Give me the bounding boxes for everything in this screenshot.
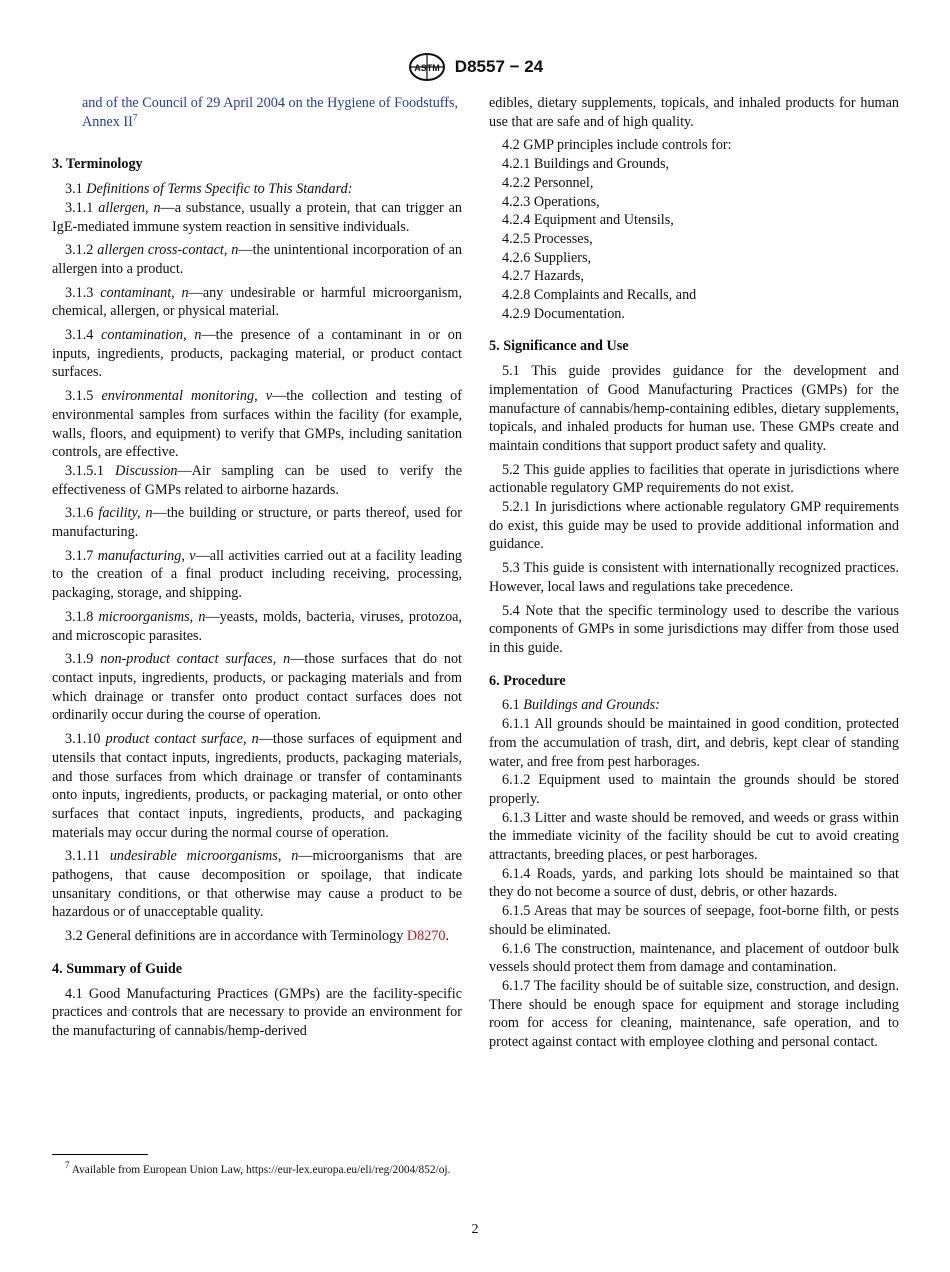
para-3-2: 3.2 General definitions are in accordance with Terminology D8270.	[65, 928, 450, 945]
para-3-1-2: 3.1.2 allergen cross-contact, n—the unintentional incorporation of an allergen into a product.	[52, 242, 463, 277]
list-item: 4.2.6 Suppliers,	[502, 249, 592, 266]
para-3-1-9: 3.1.9 non-product contact surfaces, n—those surfaces that do not contact inputs, ingredients, products, or packaging materials and from which drainage or transfer onto product contact surfaces does not ordinarily occur during the course of operation.	[52, 651, 462, 724]
gmp-controls-list	[489, 155, 899, 323]
d8270-link[interactable]: D8270	[406, 928, 446, 945]
para-5-1: 5.1 This guide provides guidance for the development and implementation of Good Manufacturing Practices (GMPs) for the manufacture of cannabis/hemp-containing edibles, dietary supplements, topicals, and inhaled products for human use. These GMPs create and maintain conditions that support product safety and quality.	[489, 363, 899, 454]
astm-logo-icon	[407, 52, 447, 82]
para-6-1-3: 6.1.3 Litter and waste should be removed, and weeds or grass within the immediate vicinity of the facility should be cut to avoid creating attractants, breeding places, or pest harborages.	[489, 809, 899, 864]
footnote-text: Available from European Union Law, https://eur-lex.europa.eu/eli/reg/2004/852/oj.	[69, 1164, 451, 1176]
para-3-1-10: 3.1.10 product contact surface, n—those surfaces of equipment and utensils that contact inputs, ingredients, products, packaging materials, and those surfaces from which drainage or transfer of contaminants onto inputs, ingredients, products, or packaging material, or onto other surfaces that contact inputs, ingredients, products, and packaging materials may occur during the normal course of operation.	[52, 731, 463, 841]
section-5-heading: 5. Significance and Use	[489, 338, 629, 355]
para-3-1-5: 3.1.5 environmental monitoring, v—the collection and testing of environmental samples from surfaces within the facility (for example, walls, floors, and equipment) to verify that GMPs, including sanitation controls, are effective.	[52, 388, 463, 461]
list-item: 4.2.9 Documentation.	[502, 305, 625, 322]
list-item: 4.2.4 Equipment and Utensils,	[502, 212, 674, 229]
para-3-1-4: 3.1.4 contamination, n—the presence of a contaminant in or on inputs, ingredients, products, packaging material, or product contact surfaces.	[52, 327, 462, 381]
list-item: 4.2.7 Hazards,	[502, 268, 584, 285]
left-column	[52, 94, 462, 1046]
document-designation: D8557 − 24	[454, 57, 544, 76]
para-3-1-11: 3.1.11 undesirable microorganisms, n—microorganisms that are pathogens, that cause decomposition or spoilage, that indicate unsanitary conditions, or that otherwise may cause a product to be hazardous or of unacceptable quality.	[52, 848, 462, 921]
section-3-heading: 3. Terminology	[52, 156, 143, 173]
page-number: 2	[471, 1222, 479, 1237]
reference-continuation	[52, 94, 462, 131]
para-3-1-1: 3.1.1 allergen, n—a substance, usually a protein, that can trigger an IgE-mediated immune system reaction in sensitive individuals.	[52, 199, 462, 235]
para-6-1-7: 6.1.7 The facility should be of suitable size, construction, and design. There should be enough space for equipment and storage including room for access for cleaning, maintenance, safe operation, and to protect against contact with employee clothing and personal contact.	[489, 977, 899, 1051]
para-5-3: 5.3 This guide is consistent with internationally recognized practices. However, local laws and regulations take precedence.	[489, 560, 899, 595]
list-item: 4.2.5 Processes,	[502, 230, 593, 247]
section-6-heading: 6. Procedure	[489, 672, 566, 689]
para-3-1-3: 3.1.3 contaminant, n—any undesirable or harmful microorganism, chemical, allergen, or physical material.	[52, 284, 462, 320]
list-item: 4.2.1 Buildings and Grounds,	[502, 156, 670, 173]
reference-link[interactable]: and of the Council of 29 April 2004 on the Hygiene of Foodstuffs, Annex $II^7$	[82, 95, 459, 130]
logo-text: ASTM	[414, 63, 440, 73]
para-3-1-8: 3.1.8 microorganisms, n—yeasts, molds, bacteria, viruses, protozoa, and microscopic parasites.	[52, 608, 463, 644]
para-5-2: 5.2 This guide applies to facilities that operate in jurisdictions where actionable regulatory GMP requirements do not exist.	[489, 461, 899, 497]
page-header	[0, 52, 950, 82]
para-3-1-6: 3.1.6 facility, n—the building or structure, or parts thereof, used for manufacturing.	[52, 505, 463, 541]
para-4-1-continued: edibles, dietary supplements, topicals, and inhaled products for human use that are safe and of high quality.	[489, 95, 899, 130]
para-5-2-1: 5.2.1 In jurisdictions where actionable regulatory GMP requirements do exist, this guide may be used to provide additional information and guidance.	[489, 499, 899, 553]
para-6-1-4: 6.1.4 Roads, yards, and parking lots should be maintained so that they do not become a source of dust, debris, or other hazards.	[489, 865, 899, 901]
footnote-divider	[52, 1154, 148, 1155]
footnote-marker: 7	[132, 111, 138, 122]
para-6-1: 6.1 Buildings and Grounds:	[502, 697, 660, 714]
right-column	[489, 94, 899, 1052]
para-3-1-7: 3.1.7 manufacturing, v—all activities carried out at a facility leading to the creation of a final product including receiving, processing, packaging, storage, and shipping.	[52, 547, 463, 602]
para-5-4: 5.4 Note that the specific terminology used to describe the various components of GMPs in some jurisdictions may differ from those used in this guide.	[489, 602, 899, 656]
para-3-1: 3.1 Definitions of Terms Specific to This Standard:	[65, 181, 353, 198]
list-item: 4.2.2 Personnel,	[502, 174, 594, 191]
footnote	[52, 1162, 462, 1178]
para-6-1-2: 6.1.2 Equipment used to maintain the grounds should be stored properly.	[489, 772, 899, 807]
section-4-heading: 4. Summary of Guide	[52, 960, 183, 977]
list-item: 4.2.3 Operations,	[502, 193, 600, 210]
para-6-1-1: 6.1.1 All grounds should be maintained in good condition, protected from the accumulation of trash, dirt, and debris, kept clear of standing water, and free from pest harborages.	[489, 716, 899, 770]
para-4-2: 4.2 GMP principles include controls for:	[502, 137, 732, 154]
para-3-1-5-1: 3.1.5.1 Discussion—Air sampling can be used to verify the effectiveness of GMPs related to airborne hazards.	[52, 462, 462, 498]
para-6-1-6: 6.1.6 The construction, maintenance, and placement of outdoor bulk vessels should protect them from damage and contamination.	[489, 940, 899, 976]
para-6-1-5: 6.1.5 Areas that may be sources of seepage, foot-borne filth, or pests should be eliminated.	[489, 903, 899, 938]
list-item: 4.2.8 Complaints and Recalls, and	[502, 287, 697, 304]
para-4-1: 4.1 Good Manufacturing Practices (GMPs) are the facility-specific practices and controls that are necessary to provide an environment for the manufacturing of cannabis/hemp-derived	[52, 985, 462, 1039]
footnote-number: 7	[65, 1160, 70, 1171]
